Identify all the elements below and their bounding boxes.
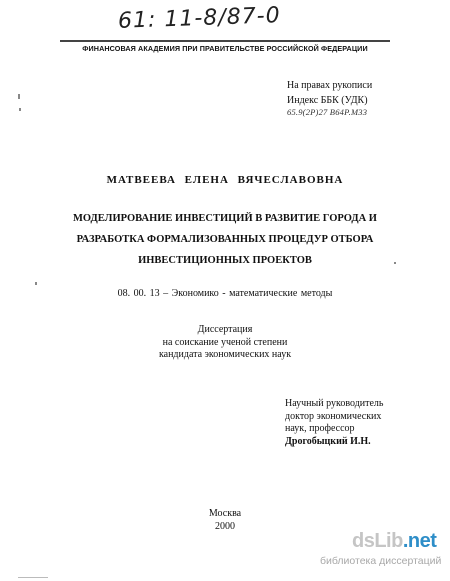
- scan-edge: [18, 577, 48, 578]
- supervisor-block: [285, 398, 384, 448]
- dissertation-title: [40, 208, 410, 271]
- dslib-logo: [352, 530, 436, 553]
- watermark-subtitle: библиотека диссертаций: [320, 555, 442, 567]
- supervisor-line: Научный руководитель: [285, 398, 384, 409]
- title-line: РАЗРАБОТКА ФОРМАЛИЗОВАННЫХ ПРОЦЕДУР ОТБОРА: [76, 234, 374, 245]
- degree-line: на соискание ученой степени: [162, 336, 288, 348]
- logo-main: dsLib: [352, 530, 403, 552]
- supervisor-line: доктор экономических: [285, 410, 382, 422]
- supervisor-name: Дрогобыцкий И.Н.: [285, 435, 371, 447]
- logo-accent: .net: [402, 530, 437, 552]
- scan-speck: [35, 282, 37, 285]
- handwritten-catalog-number: 61: 11-8/87-0: [117, 3, 282, 34]
- degree-block: [0, 324, 450, 362]
- title-line: МОДЕЛИРОВАНИЕ ИНВЕСТИЦИЙ В РАЗВИТИЕ ГОРОДА И: [73, 213, 377, 224]
- city: Москва: [208, 508, 242, 519]
- scan-speck: [394, 262, 396, 264]
- title-line: ИНВЕСТИЦИОННЫХ ПРОЕКТОВ: [138, 255, 312, 266]
- author-name: МАТВЕЕВА ЕЛЕНА ВЯЧЕСЛАВОВНА: [106, 174, 344, 186]
- specialty-code: 08. 00. 13 – Экономико - математические методы: [117, 288, 333, 299]
- year: 2000: [215, 521, 235, 532]
- scan-speck: [19, 108, 21, 111]
- institution-name: ФИНАНСОВАЯ АКАДЕМИЯ ПРИ ПРАВИТЕЛЬСТВЕ РОССИЙСКОЙ ФЕДЕРАЦИИ: [82, 44, 368, 53]
- degree-line: кандидата экономических наук: [158, 349, 292, 360]
- degree-line: Диссертация: [197, 324, 253, 335]
- supervisor-line: наук, профессор: [285, 423, 355, 434]
- manuscript-block: [287, 78, 372, 108]
- scan-speck: [18, 94, 20, 99]
- index-label: Индекс ББК (УДК): [287, 95, 368, 106]
- header-rule: [60, 40, 390, 42]
- handwritten-index: 65.9(2Р)27 В64Р.М33: [287, 107, 368, 117]
- manuscript-rights: На правах рукописи: [287, 80, 373, 91]
